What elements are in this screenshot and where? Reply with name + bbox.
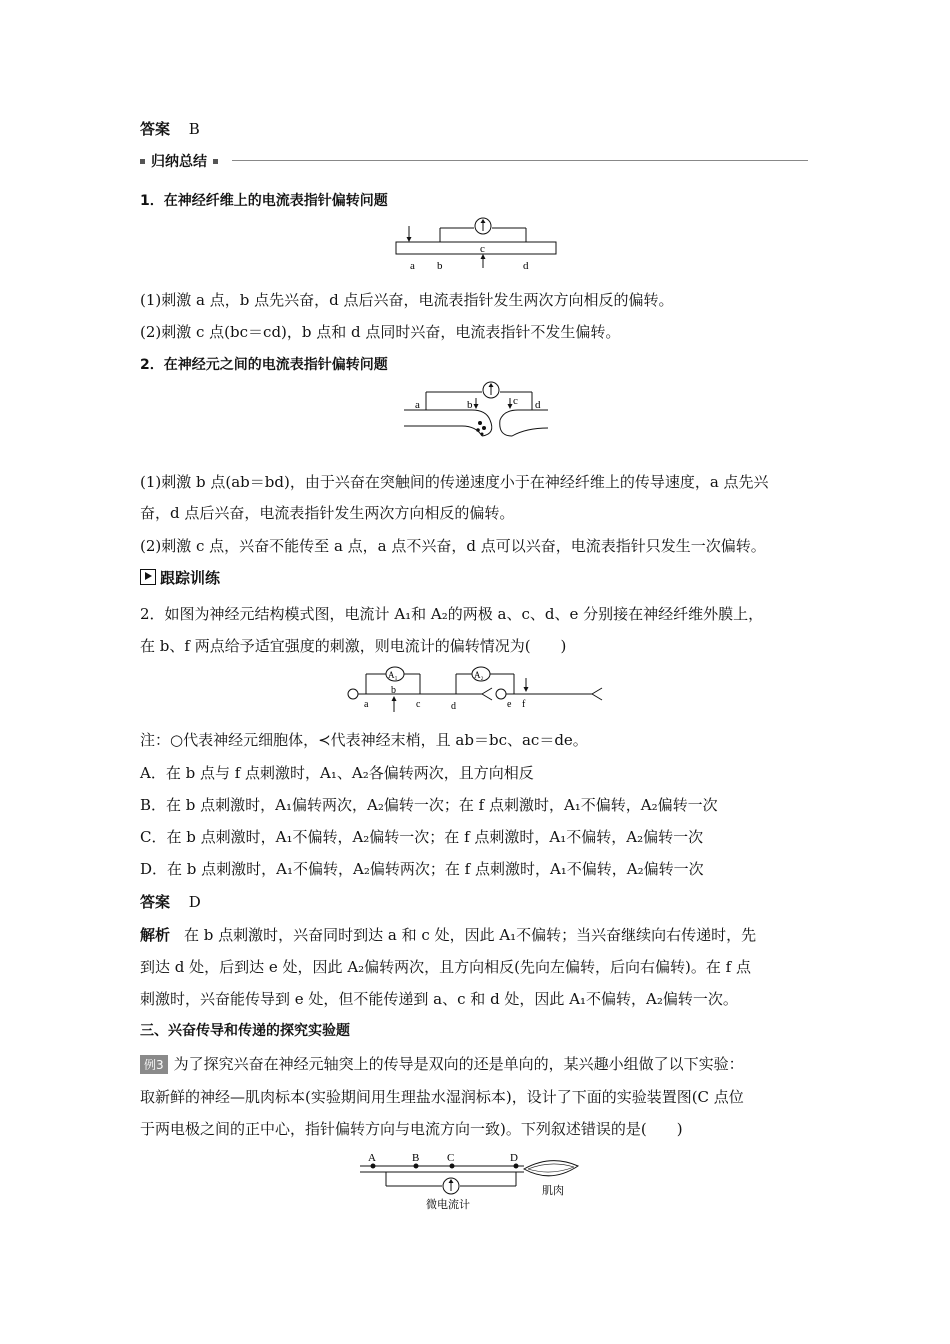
fig2-label-d: d [535, 399, 541, 411]
q2-answer [140, 891, 201, 912]
bullet-icon [140, 159, 145, 164]
item2-paragraph-1b: 奋，d 点后兴奋，电流表指针发生两次方向相反的偏转。 [140, 504, 515, 522]
arrow-head-icon [407, 237, 412, 242]
fig4-label-d: D [510, 1152, 518, 1164]
fig4-label-a: A [368, 1152, 376, 1164]
ending-upper [592, 688, 602, 694]
point-b [414, 1164, 419, 1169]
q2-answer-value: D [188, 893, 201, 911]
q2-explanation-1 [140, 924, 756, 945]
fig3-label-c: c [416, 699, 421, 710]
vesicle-icon [478, 421, 482, 425]
presynaptic-upper [404, 410, 490, 420]
q2-explanation-2: 到达 d 处，后到达 e 处，因此 A₂偏转两次，且方向相反(先向左偏转，后向右偏转)。在 f 点 [140, 958, 751, 976]
play-icon [140, 569, 156, 585]
fig4-nerve-muscle [356, 1146, 596, 1216]
ending-lower [482, 694, 492, 700]
q2-line-1: 2．如图为神经元结构模式图，电流计 A₁和 A₂的两极 a、c、d、e 分别接在神经纤维外膜上， [140, 605, 764, 623]
fig1-nerve-fiber [392, 212, 562, 278]
fig2-label-b: b [467, 399, 473, 411]
q2-option-b: B．在 b 点刺激时，A₁偏转两次，A₂偏转一次；在 f 点刺激时，A₁不偏转，A₂偏转一次 [140, 796, 718, 814]
item2-paragraph-1a: (1)刺激 b 点(ab＝bd)，由于兴奋在突触间的传递速度小于在神经纤维上的传导速度，a 点先兴 [140, 473, 769, 491]
follow-header [140, 567, 220, 588]
postsynaptic-upper [500, 410, 548, 420]
fig1-label-c: c [480, 243, 485, 255]
muscle-label: 肌肉 [542, 1185, 564, 1197]
item1-paragraph-1: (1)刺激 a 点，b 点先兴奋，d 点后兴奋，电流表指针发生两次方向相反的偏转。 [140, 291, 674, 309]
summary-title: 归纳总结 [151, 154, 207, 170]
explanation-text-1: 在 b 点刺激时，兴奋同时到达 a 和 c 处，因此 A₁不偏转；当兴奋继续向右传递时，先 [184, 926, 757, 944]
bullet-icon [213, 159, 218, 164]
postsynaptic-lower [500, 420, 548, 436]
vesicle-icon [481, 433, 484, 436]
arrow-head-icon [392, 696, 397, 701]
follow-title: 跟踪训练 [160, 569, 221, 587]
arrow-head-icon [474, 404, 479, 409]
item2-paragraph-2: (2)刺激 c 点，兴奋不能传至 a 点，a 点不兴奋，d 点可以兴奋，电流表指针只发生一次偏转。 [140, 537, 766, 555]
q2-note: 注：○代表神经元细胞体，≺代表神经末梢，且 ab＝bc、ac＝de。 [140, 731, 588, 749]
ex3-line-1 [140, 1053, 744, 1074]
fig4-label-c: C [447, 1152, 455, 1164]
point-d [514, 1164, 519, 1169]
meter-a2-label: A₂ [474, 670, 484, 680]
item1-title: 1．在神经纤维上的电流表指针偏转问题 [140, 193, 388, 209]
item1-paragraph-2: (2)刺激 c 点(bc＝cd)，b 点和 d 点同时兴奋，电流表指针不发生偏转。 [140, 323, 621, 341]
header-divider [232, 160, 808, 161]
q2-option-d: D．在 b 点刺激时，A₁不偏转，A₂偏转两次；在 f 点刺激时，A₁不偏转，A₂偏转一次 [140, 860, 704, 878]
ending-lower [592, 694, 602, 700]
q2-option-c: C．在 b 点刺激时，A₁不偏转，A₂偏转一次；在 f 点刺激时，A₁不偏转，A₂偏转一次 [140, 828, 704, 846]
summary-header [140, 151, 224, 171]
muscle-fiber [528, 1167, 574, 1172]
answer-value: B [188, 120, 200, 138]
q2-explanation-3: 刺激时，兴奋能传导到 e 处，但不能传递到 a、c 和 d 处，因此 A₁不偏转，A₂偏转一次。 [140, 990, 738, 1008]
muscle-fiber [528, 1164, 574, 1169]
explanation-label: 解析 [140, 926, 171, 944]
fig1-label-b: b [437, 260, 443, 272]
example-badge: 例3 [140, 1055, 168, 1074]
cell-body-icon [348, 689, 358, 699]
ex3-line-3: 于两电极之间的正中心，指针偏转方向与电流方向一致)。下列叙述错误的是( ) [140, 1120, 683, 1138]
fig3-label-f: f [522, 699, 526, 710]
fig4-label-b: B [412, 1152, 420, 1164]
fig2-label-a: a [415, 399, 420, 411]
arrow-head-icon [524, 687, 529, 692]
ending-upper [482, 688, 492, 694]
fig3-label-d: d [451, 701, 456, 712]
q2-option-a: A．在 b 点与 f 点刺激时，A₁、A₂各偏转两次，且方向相反 [140, 764, 534, 782]
answer-line [140, 118, 200, 139]
point-a [371, 1164, 376, 1169]
vesicle-icon [476, 428, 480, 432]
arrow-head-icon [508, 404, 513, 409]
q2-line-2: 在 b、f 两点给予适宜强度的刺激，则电流计的偏转情况为( ) [140, 637, 567, 655]
q2-answer-label: 答案 [140, 893, 171, 911]
fig3-label-e: e [507, 699, 512, 710]
meter-label: 微电流计 [426, 1199, 470, 1211]
answer-label: 答案 [140, 120, 171, 138]
fig3-neuron-chain [342, 660, 608, 714]
fig1-label-a: a [410, 260, 415, 272]
presynaptic-lower [404, 426, 482, 436]
fig2-label-c: c [513, 395, 518, 407]
vesicle-icon [482, 426, 486, 430]
ex3-line-2: 取新鲜的神经—肌肉标本(实验期间用生理盐水湿润标本)，设计了下面的实验装置图(C 点位 [140, 1088, 744, 1106]
fig3-label-b: b [391, 685, 396, 696]
section3-title: 三、兴奋传导和传递的探究实验题 [140, 1023, 350, 1039]
fiber-rect [396, 242, 556, 254]
cell-body-icon [496, 689, 506, 699]
item2-title: 2．在神经元之间的电流表指针偏转问题 [140, 357, 388, 373]
fig1-label-d: d [523, 260, 529, 272]
fig3-label-a: a [364, 699, 369, 710]
ex3-text-1: 为了探究兴奋在神经元轴突上的传导是双向的还是单向的，某兴趣小组做了以下实验： [173, 1055, 744, 1073]
meter-a1-label: A₁ [388, 670, 398, 680]
fig2-synapse [400, 378, 552, 450]
point-c [450, 1164, 455, 1169]
